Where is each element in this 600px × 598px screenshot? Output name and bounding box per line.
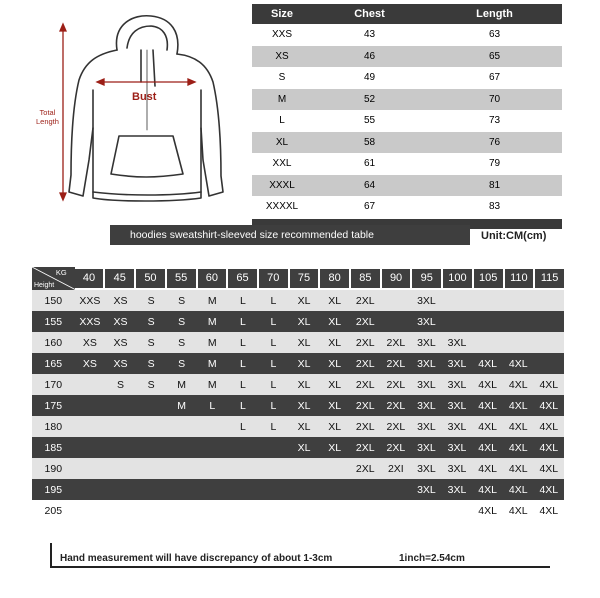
size-cell: XXXL (269, 179, 295, 191)
size-recommendation-cell: S (147, 357, 155, 370)
size-recommendation-cell: XL (328, 315, 342, 328)
size-recommendation-cell: M (207, 357, 217, 370)
size-recommendation-cell: L (270, 399, 277, 412)
size-table-row (252, 24, 562, 46)
size-table-row (252, 175, 562, 197)
size-recommendation-cell: 2XL (355, 315, 375, 328)
size-recommendation-cell: XS (113, 315, 128, 328)
weight-header-cell: 105 (474, 269, 503, 288)
size-recommendation-cell: 3XL (447, 441, 467, 454)
size-recommendation-cell: 3XL (417, 483, 436, 496)
grid-row (32, 374, 564, 395)
size-recommendation-cell: 3XL (417, 462, 436, 475)
size-table-row (252, 153, 562, 175)
size-recommendation-cell: L (270, 294, 277, 307)
size-recommendation-cell: 2XL (355, 336, 375, 349)
size-recommendation-cell: 2XL (386, 336, 406, 349)
size-recommendation-cell: XL (328, 378, 342, 391)
size-recommendation-cell: M (177, 399, 187, 412)
size-recommendation-cell: L (239, 420, 246, 433)
chest-cell: 46 (363, 50, 376, 62)
size-recommendation-cell: 2XI (387, 462, 404, 475)
height-cell: 175 (44, 399, 63, 412)
size-recommendation-cell: L (239, 315, 246, 328)
grid-row (32, 437, 564, 458)
size-recommendation-cell: L (270, 357, 277, 370)
chest-cell: 55 (363, 115, 376, 127)
length-cell: 63 (488, 29, 501, 41)
size-recommendation-cell: L (270, 336, 277, 349)
size-recommendation-cell: 4XL (508, 483, 528, 496)
size-recommendation-cell: 2XL (355, 357, 375, 370)
size-recommendation-cell: M (207, 378, 217, 391)
bust-label: Bust (132, 91, 157, 103)
size-recommendation-cell: L (270, 420, 277, 433)
chest-cell: 67 (363, 201, 376, 213)
size-recommendation-cell: 3XL (447, 357, 467, 370)
height-cell: 185 (44, 441, 63, 454)
grid-row (32, 332, 564, 353)
size-recommendation-cell: XL (297, 441, 311, 454)
size-recommendation-cell: XL (297, 294, 311, 307)
weight-header-cell: 45 (105, 269, 134, 288)
size-recommendation-cell: 3XL (417, 357, 436, 370)
size-recommendation-cell: 4XL (539, 462, 559, 475)
total-length-label (36, 108, 59, 126)
grid-corner (32, 267, 75, 290)
weight-header-cell: 115 (535, 269, 564, 288)
size-table-row (252, 89, 562, 111)
size-recommendation-cell: S (147, 378, 155, 391)
size-recommendation-cell: 3XL (417, 441, 436, 454)
size-recommendation-cell: L (209, 399, 216, 412)
size-recommendation-cell: 4XL (539, 378, 559, 391)
grid-row (32, 416, 564, 437)
size-recommendation-cell: 4XL (508, 441, 528, 454)
size-recommendation-cell: 4XL (478, 483, 497, 496)
size-table-row (252, 132, 562, 154)
weight-header-cell: 90 (382, 269, 411, 288)
weight-header-cell: 95 (412, 269, 441, 288)
size-recommendation-cell: 2XL (355, 399, 375, 412)
size-recommendation-cell: XL (297, 399, 311, 412)
size-recommendation-cell: XS (82, 357, 97, 370)
size-recommendation-cell: 2XL (386, 441, 406, 454)
size-table-header (252, 4, 562, 24)
grid-row (32, 290, 564, 311)
height-cell: 205 (44, 504, 63, 517)
weight-header-cell: 80 (320, 269, 349, 288)
chest-cell: 61 (363, 158, 376, 170)
size-recommendation-cell: S (147, 315, 155, 328)
size-recommendation-cell: 4XL (508, 399, 528, 412)
size-recommendation-cell: XL (328, 441, 342, 454)
size-recommendation-cell: XL (328, 420, 342, 433)
size-recommendation-cell: M (207, 336, 217, 349)
size-recommendation-cell: 4XL (539, 504, 559, 517)
size-recommendation-cell: S (178, 294, 186, 307)
size-recommendation-cell: M (177, 378, 187, 391)
length-cell: 73 (488, 115, 501, 127)
size-recommendation-grid (32, 267, 564, 521)
length-cell: 79 (488, 158, 501, 170)
size-cell: XS (275, 50, 289, 62)
height-cell: 150 (44, 294, 63, 307)
weight-header-cell: 55 (167, 269, 196, 288)
kg-label: KG (55, 268, 67, 277)
weight-header-cell: 50 (136, 269, 165, 288)
size-recommendation-cell: 4XL (508, 462, 528, 475)
size-recommendation-cell: XXS (79, 294, 101, 307)
size-recommendation-cell: S (147, 336, 155, 349)
size-recommendation-cell: 2XL (355, 294, 375, 307)
size-recommendation-cell: XL (328, 294, 342, 307)
height-cell: 190 (44, 462, 63, 475)
unit-label: Unit:CM(cm) (481, 230, 547, 242)
size-recommendation-cell: 4XL (478, 378, 497, 391)
size-recommendation-cell: XS (113, 357, 128, 370)
size-recommendation-cell: L (239, 357, 246, 370)
size-recommendation-cell: 2XL (355, 462, 375, 475)
size-recommendation-cell: 3XL (447, 462, 467, 475)
size-recommendation-cell: 2XL (386, 378, 406, 391)
size-recommendation-cell: XL (297, 315, 311, 328)
weight-header-cell: 70 (259, 269, 288, 288)
size-chart-table (252, 4, 562, 229)
size-cell: M (277, 93, 287, 105)
length-cell: 81 (488, 179, 501, 191)
size-cell: L (279, 115, 285, 127)
chest-cell: 49 (363, 72, 376, 84)
size-recommendation-cell: XS (113, 336, 128, 349)
total-length-label-line2: Length (36, 117, 59, 126)
grid-row (32, 500, 564, 521)
size-recommendation-cell: 2XL (386, 357, 406, 370)
size-recommendation-cell: L (270, 315, 277, 328)
grid-row (32, 353, 564, 374)
size-recommendation-cell: 3XL (417, 399, 436, 412)
size-recommendation-cell: 2XL (355, 420, 375, 433)
size-recommendation-cell: XL (328, 357, 342, 370)
size-recommendation-cell: L (239, 336, 246, 349)
size-recommendation-cell: 4XL (478, 504, 497, 517)
chest-cell: 64 (363, 179, 376, 191)
weight-header-cell: 65 (228, 269, 257, 288)
size-table-row (252, 67, 562, 89)
size-cell: XXL (272, 158, 292, 170)
size-recommendation-cell: 2XL (355, 378, 375, 391)
header-chest: Chest (354, 8, 385, 20)
size-recommendation-cell: S (116, 378, 124, 391)
size-recommendation-cell: XL (297, 378, 311, 391)
size-recommendation-cell: 4XL (478, 399, 497, 412)
length-cell: 70 (488, 93, 501, 105)
size-cell: XXXXL (265, 201, 299, 213)
weight-header-cell: 60 (198, 269, 227, 288)
height-cell: 195 (44, 483, 63, 496)
size-recommendation-cell: XL (297, 336, 311, 349)
size-recommendation-cell: 4XL (508, 378, 528, 391)
size-recommendation-cell: 3XL (447, 420, 467, 433)
size-recommendation-cell: XL (328, 399, 342, 412)
size-recommendation-cell: 3XL (417, 378, 436, 391)
size-recommendation-cell: 4XL (508, 420, 528, 433)
size-recommendation-cell: XL (328, 336, 342, 349)
size-recommendation-cell: 4XL (508, 504, 528, 517)
chest-cell: 52 (363, 93, 376, 105)
height-cell: 160 (44, 336, 63, 349)
size-recommendation-cell: S (178, 315, 186, 328)
header-size: Size (270, 8, 293, 20)
size-cell: S (278, 72, 286, 84)
length-cell: 83 (488, 201, 501, 213)
length-cell: 67 (488, 72, 501, 84)
size-recommendation-cell: 4XL (478, 462, 497, 475)
size-recommendation-cell: 4XL (539, 399, 559, 412)
table-banner: hoodies sweatshirt-sleeved size recommended table (110, 225, 470, 245)
size-table-row (252, 196, 562, 218)
height-cell: 155 (44, 315, 63, 328)
size-recommendation-cell: S (178, 336, 186, 349)
height-cell: 165 (44, 357, 63, 370)
size-recommendation-cell: S (147, 294, 155, 307)
size-recommendation-cell: 3XL (417, 315, 436, 328)
length-cell: 76 (488, 136, 501, 148)
footer-bracket-vertical (50, 543, 52, 567)
chest-cell: 58 (363, 136, 376, 148)
size-recommendation-cell: 4XL (539, 420, 559, 433)
measurement-note: Hand measurement will have discrepancy of about 1-3cm (60, 553, 333, 564)
size-recommendation-cell: XL (297, 420, 311, 433)
size-recommendation-cell: 2XL (355, 441, 375, 454)
size-cell: XXS (271, 29, 292, 41)
weight-header-cell: 75 (290, 269, 319, 288)
size-recommendation-cell: 2XL (386, 420, 406, 433)
size-cell: XL (275, 136, 289, 148)
size-recommendation-cell: XS (82, 336, 97, 349)
size-table-row (252, 110, 562, 132)
size-recommendation-cell: L (239, 294, 246, 307)
weight-header-cell: 40 (75, 269, 104, 288)
size-recommendation-cell: 3XL (447, 399, 467, 412)
weight-header-cell: 110 (505, 269, 534, 288)
size-recommendation-cell: 4XL (539, 441, 559, 454)
size-recommendation-cell: 3XL (447, 378, 467, 391)
weight-header-row (32, 267, 564, 290)
size-recommendation-cell: L (239, 399, 246, 412)
size-recommendation-cell: S (178, 357, 186, 370)
inch-conversion: 1inch=2.54cm (399, 553, 465, 564)
grid-row (32, 395, 564, 416)
height-cell: 170 (44, 378, 63, 391)
size-recommendation-cell: XS (113, 294, 128, 307)
size-recommendation-cell: 4XL (478, 420, 497, 433)
size-recommendation-cell: XL (297, 357, 311, 370)
size-recommendation-cell: 3XL (447, 336, 467, 349)
size-recommendation-cell: 4XL (539, 483, 559, 496)
size-recommendation-cell: 4XL (478, 357, 497, 370)
height-cell: 180 (44, 420, 63, 433)
size-recommendation-cell: 3XL (417, 294, 436, 307)
grid-row (32, 458, 564, 479)
header-length: Length (476, 8, 513, 20)
total-length-label-line1: Total (39, 108, 56, 117)
size-recommendation-cell: 3XL (447, 483, 467, 496)
grid-row (32, 311, 564, 332)
grid-row (32, 479, 564, 500)
weight-header-cell: 100 (443, 269, 472, 288)
size-recommendation-cell: 2XL (386, 399, 406, 412)
height-label: Height (34, 282, 55, 289)
hoodie-sketch (55, 10, 240, 210)
size-table-row (252, 46, 562, 68)
length-cell: 65 (488, 50, 501, 62)
size-recommendation-cell: M (207, 294, 217, 307)
size-recommendation-cell: XXS (79, 315, 101, 328)
size-recommendation-cell: 4XL (508, 357, 528, 370)
size-recommendation-cell: L (270, 378, 277, 391)
size-recommendation-cell: L (239, 378, 246, 391)
footer-bracket-horizontal (50, 566, 550, 568)
size-recommendation-cell: 4XL (478, 441, 497, 454)
weight-header-cell: 85 (351, 269, 380, 288)
chest-cell: 43 (363, 29, 376, 41)
size-recommendation-cell: M (207, 315, 217, 328)
size-recommendation-cell: 3XL (417, 420, 436, 433)
size-recommendation-cell: 3XL (417, 336, 436, 349)
